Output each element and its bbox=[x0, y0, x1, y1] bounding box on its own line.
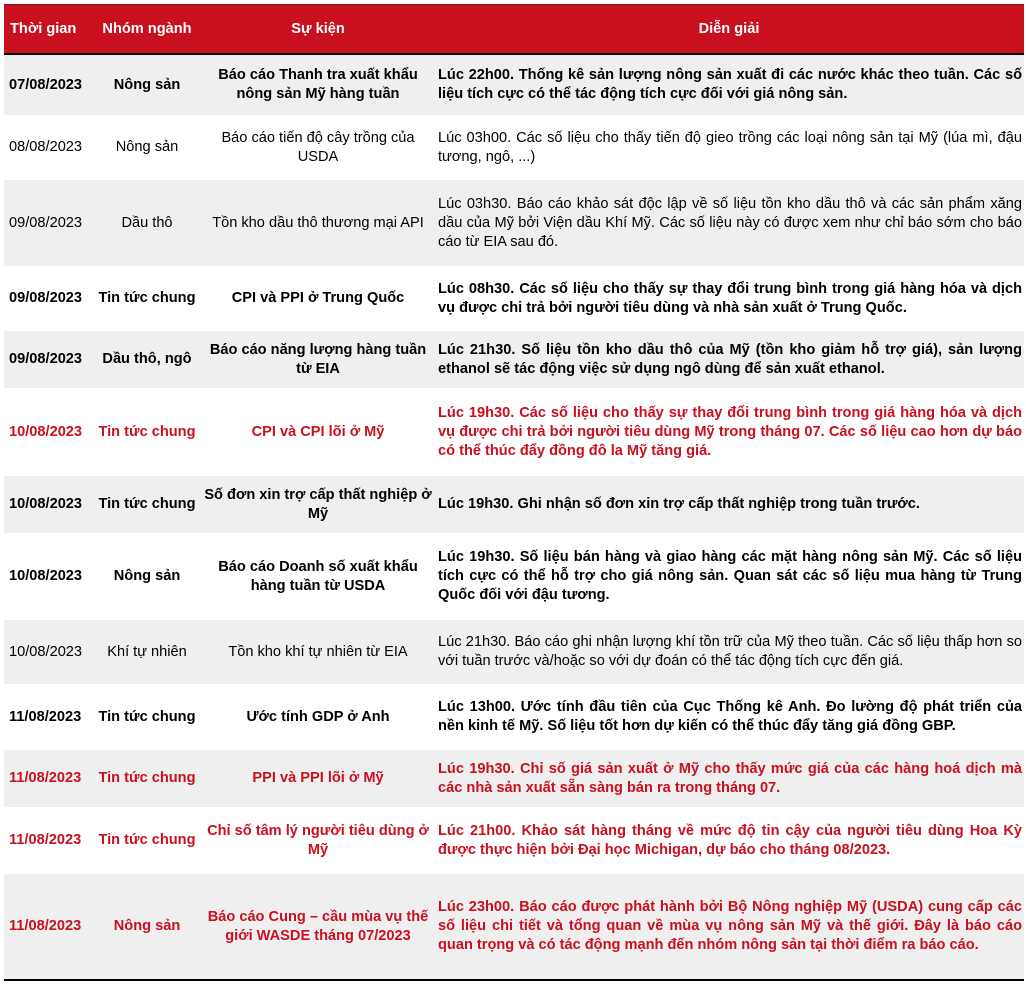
row-date: 10/08/2023 bbox=[9, 423, 83, 440]
table-row bbox=[4, 873, 1024, 979]
row-event: Số đơn xin trợ cấp thất nghiệp ở Mỹ bbox=[204, 486, 432, 522]
row-desc: Lúc 21h00. Khảo sát hàng tháng về mức độ tin cậy của người tiêu dùng Hoa Kỳ được thực hiện bởi Đại học Michigan, dự báo cho tháng 08/2023. bbox=[438, 822, 1022, 858]
table-header bbox=[4, 4, 1024, 53]
row-event: Chỉ số tâm lý người tiêu dùng ở Mỹ bbox=[207, 822, 429, 858]
row-group: Tin tức chung bbox=[98, 423, 196, 440]
row-desc: Lúc 13h00. Ước tính đầu tiên của Cục Thống kê Anh. Đo lường độ phát triển của nền kinh tế Mỹ. Số liệu tốt hơn dự kiến có thể thúc đẩy tăng giá đồng GBP. bbox=[438, 699, 1022, 734]
row-event: Báo cáo Doanh số xuất khẩu hàng tuần từ USDA bbox=[218, 558, 418, 594]
row-group: Dầu thô, ngô bbox=[102, 351, 192, 367]
row-group: Tin tức chung bbox=[98, 708, 196, 725]
table-row bbox=[4, 749, 1024, 807]
row-group: Tin tức chung bbox=[98, 290, 196, 306]
row-group: Nông sản bbox=[113, 76, 181, 93]
row-group: Dầu thô bbox=[121, 214, 173, 231]
row-group: Tin tức chung bbox=[98, 770, 196, 786]
row-desc: Lúc 03h30. Báo cáo khảo sát độc lập về số liệu tồn kho dầu thô và các sản phẩm xăng dầu của Mỹ bởi Viện dầu Khí Mỹ. Các số liệu này có được xem như chỉ báo sớm cho báo cáo từ EIA sau đó. bbox=[438, 195, 1022, 250]
row-group: Tin tức chung bbox=[98, 496, 196, 512]
row-date: 11/08/2023 bbox=[9, 770, 82, 786]
row-date: 07/08/2023 bbox=[9, 76, 83, 93]
row-date: 09/08/2023 bbox=[9, 214, 83, 231]
row-desc: Lúc 21h30. Báo cáo ghi nhận lượng khí tồn trữ của Mỹ theo tuần. Các số liệu thấp hơn so với tuần trước và/hoặc so với dự đoán có thể tác động tích cực đến giá. bbox=[438, 634, 1022, 669]
row-date: 08/08/2023 bbox=[9, 139, 83, 155]
header-event: Sự kiện bbox=[291, 21, 345, 37]
table-row bbox=[4, 388, 1024, 475]
row-desc: Lúc 19h30. Chỉ số giá sản xuất ở Mỹ cho thấy mức giá của các hàng hoá dịch mà các nhà sản xuất sẵn sàng bán ra trong tháng 07. bbox=[438, 760, 1022, 796]
row-desc: Lúc 03h00. Các số liệu cho thấy tiến độ gieo trồng các loại nông sản tại Mỹ (lúa mì, đậu tương, ngô, ...) bbox=[438, 129, 1022, 165]
table-row bbox=[4, 475, 1024, 533]
row-date: 10/08/2023 bbox=[9, 496, 83, 512]
header-desc: Diễn giải bbox=[698, 21, 760, 37]
table-row bbox=[4, 179, 1024, 266]
table-row bbox=[4, 619, 1024, 684]
row-event: Báo cáo Cung – cầu mùa vụ thế giới WASDE tháng 07/2023 bbox=[207, 908, 429, 944]
row-date: 11/08/2023 bbox=[9, 832, 82, 848]
table-row bbox=[4, 684, 1024, 749]
row-desc: Lúc 08h30. Các số liệu cho thấy sự thay đổi trung bình trong giá hàng hóa và dịch vụ được chi trả bởi người tiêu dùng và nhà sản xuất ở Trung Quốc. bbox=[438, 280, 1022, 316]
row-event: Ước tính GDP ở Anh bbox=[246, 708, 390, 725]
row-desc: Lúc 22h00. Thống kê sản lượng nông sản xuất đi các nước khác theo tuần. Các số liệu tích cực có thể tác động tích cực đối với giá nông sản. bbox=[438, 67, 1022, 102]
table-row bbox=[4, 115, 1024, 179]
row-event: CPI và CPI lõi ở Mỹ bbox=[251, 423, 385, 440]
row-event: PPI và PPI lõi ở Mỹ bbox=[252, 770, 384, 786]
row-desc: Lúc 23h00. Báo cáo được phát hành bởi Bộ Nông nghiệp Mỹ (USDA) cung cấp các số liệu chi tiết và tổng quan về mùa vụ nông sản Mỹ và thế giới. Đây là báo cáo quan trọng và có tác động mạnh đến nhóm nông sản tại thời điểm ra báo cáo. bbox=[438, 899, 1022, 953]
row-event: CPI và PPI ở Trung Quốc bbox=[231, 290, 405, 306]
row-date: 09/08/2023 bbox=[9, 290, 83, 306]
row-desc: Lúc 21h30. Số liệu tồn kho dầu thô của Mỹ (tồn kho giảm hỗ trợ giá), sản lượng ethanol sẽ tác động việc sử dụng ngô dùng để sản xuất ethanol. bbox=[438, 341, 1022, 377]
row-event: Báo cáo Thanh tra xuất khẩu nông sản Mỹ hàng tuần bbox=[218, 67, 418, 102]
row-event: Tồn kho khí tự nhiên từ EIA bbox=[228, 643, 408, 660]
row-desc: Lúc 19h30. Số liệu bán hàng và giao hàng các mặt hàng nông sản Mỹ. Các số liệu tích cực có thể hỗ trợ cho giá nông sản. Quan sát các số liệu mua hàng từ Trung Quốc đối với đậu tương. bbox=[438, 549, 1022, 603]
row-event: Báo cáo tiến độ cây trồng của USDA bbox=[221, 129, 415, 165]
row-date: 10/08/2023 bbox=[9, 643, 83, 660]
row-date: 09/08/2023 bbox=[9, 351, 83, 367]
row-group: Nông sản bbox=[115, 139, 179, 155]
row-date: 10/08/2023 bbox=[9, 568, 83, 584]
table-row bbox=[4, 330, 1024, 388]
row-date: 11/08/2023 bbox=[9, 918, 82, 934]
row-group: Khí tự nhiên bbox=[107, 643, 187, 660]
table-row bbox=[4, 807, 1024, 873]
row-group: Tin tức chung bbox=[98, 832, 196, 848]
table-row bbox=[4, 266, 1024, 330]
row-event: Tồn kho dầu thô thương mại API bbox=[212, 214, 424, 231]
table-row bbox=[4, 533, 1024, 619]
row-group: Nông sản bbox=[113, 918, 181, 934]
row-group: Nông sản bbox=[113, 568, 181, 584]
header-date: Thời gian bbox=[10, 21, 77, 37]
row-event: Báo cáo năng lượng hàng tuần từ EIA bbox=[209, 341, 427, 377]
row-desc: Lúc 19h30. Ghi nhận số đơn xin trợ cấp thất nghiệp trong tuần trước. bbox=[438, 496, 920, 512]
economic-calendar-table bbox=[4, 4, 1024, 981]
row-date: 11/08/2023 bbox=[9, 708, 82, 725]
row-desc: Lúc 19h30. Các số liệu cho thấy sự thay đổi trung bình trong giá hàng hóa và dịch vụ được chi trả bởi người tiêu dùng Mỹ trong tháng 07. Các số liệu cao hơn dự báo có thể thúc đẩy đồng đô la Mỹ tăng giá. bbox=[438, 404, 1022, 459]
table-body bbox=[4, 53, 1024, 981]
table-row bbox=[4, 53, 1024, 115]
header-group: Nhóm ngành bbox=[102, 21, 192, 37]
